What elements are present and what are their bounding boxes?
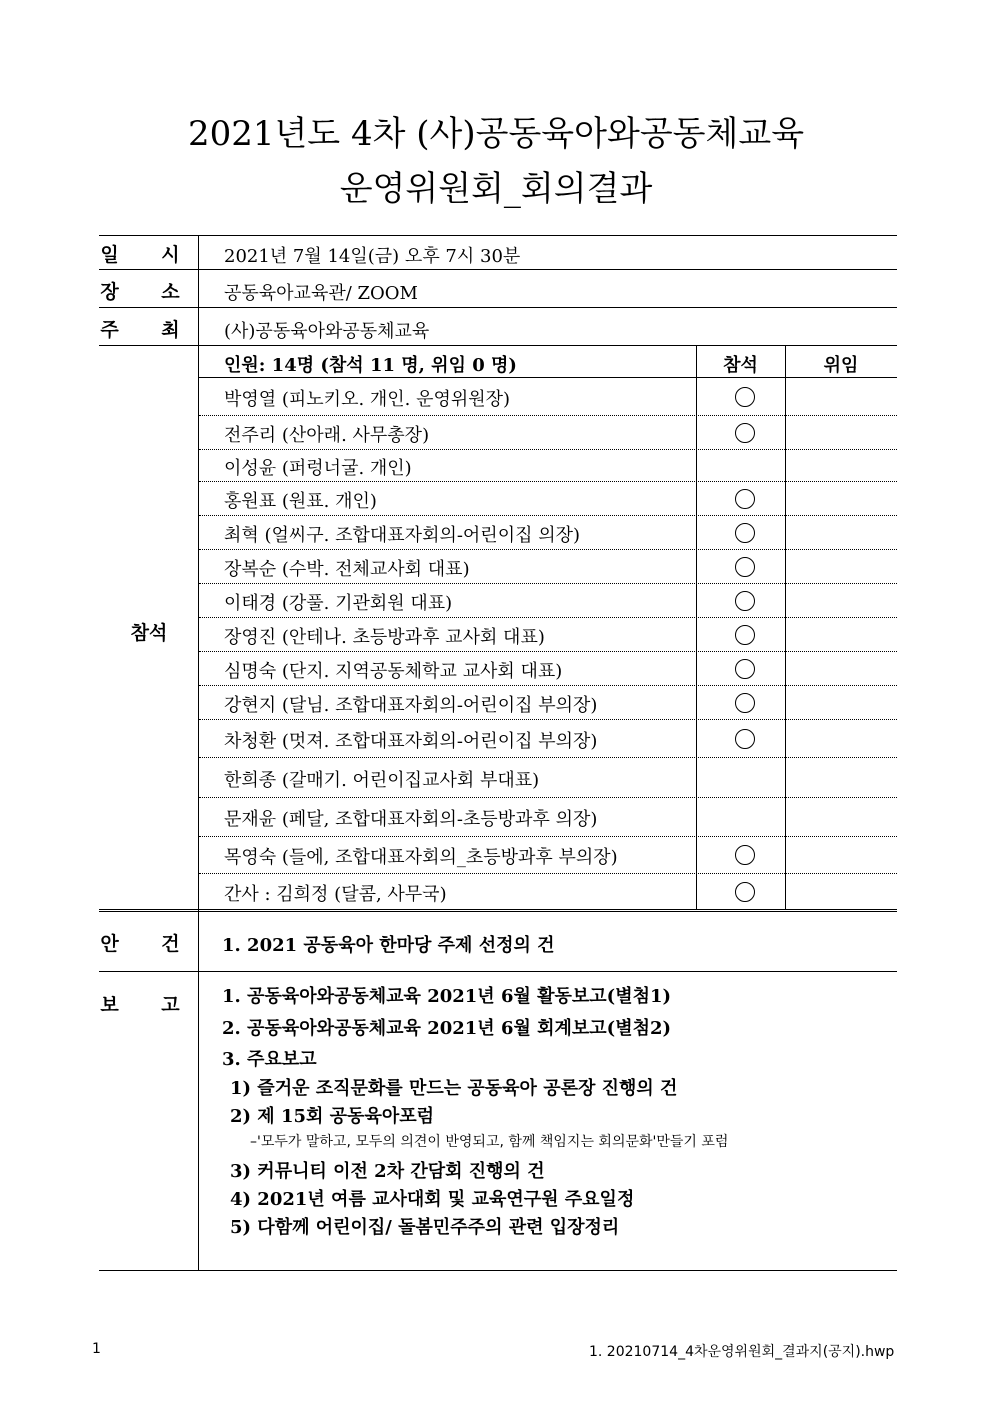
row-divider bbox=[99, 971, 897, 972]
row-divider bbox=[99, 269, 897, 270]
attendee-name: 장영진 (안테나. 초등방과후 교사회 대표) bbox=[224, 626, 545, 648]
row-divider bbox=[199, 836, 897, 837]
attended-circle-mark bbox=[735, 659, 755, 679]
date-label: 일 시 bbox=[100, 244, 198, 266]
row-divider bbox=[199, 757, 897, 758]
attended-circle-mark bbox=[735, 729, 755, 749]
host-value: (사)공동육아와공동체교육 bbox=[224, 321, 430, 342]
agenda-label: 안 건 bbox=[100, 933, 198, 955]
row-divider bbox=[199, 515, 897, 516]
attendee-name: 박영열 (피노키오. 개인. 운영위원장) bbox=[224, 388, 511, 410]
attended-circle-mark bbox=[735, 591, 755, 611]
attendee-name: 목영숙 (들에, 조합대표자회의_초등방과후 부의장) bbox=[224, 847, 618, 868]
attendee-name: 홍원표 (원표. 개인) bbox=[224, 490, 377, 512]
agenda-item: 1. 2021 공동육아 한마당 주제 선정의 건 bbox=[222, 935, 555, 956]
attendee-name: 강현지 (달님. 조합대표자회의-어린이집 부의장) bbox=[224, 694, 598, 716]
attendee-name: 전주리 (산아래. 사무총장) bbox=[224, 424, 430, 446]
attendee-name: 문재윤 (페달, 조합대표자회의-초등방과후 의장) bbox=[224, 809, 598, 830]
attendee-name: 차청환 (멋져. 조합대표자회의-어린이집 부의장) bbox=[224, 730, 598, 752]
attendee-name: 한희종 (갈매기. 어린이집교사회 부대표) bbox=[224, 769, 540, 791]
attended-circle-mark bbox=[735, 523, 755, 543]
place-value: 공동육아교육관/ ZOOM bbox=[224, 283, 418, 304]
attended-circle-mark bbox=[735, 387, 755, 407]
label-column-border bbox=[198, 235, 199, 1270]
row-divider bbox=[199, 651, 897, 652]
attended-circle-mark bbox=[735, 693, 755, 713]
report-label: 보 고 bbox=[100, 994, 198, 1016]
report-sub-4: 4) 2021년 여름 교사대회 및 교육연구원 주요일정 bbox=[230, 1189, 635, 1210]
proxy-column-header: 위임 bbox=[823, 355, 859, 376]
row-divider bbox=[199, 449, 897, 450]
row-divider bbox=[199, 549, 897, 550]
report-item-3: 3. 주요보고 bbox=[222, 1049, 317, 1070]
report-sub-2-note: –'모두가 말하고, 모두의 의견이 반영되고, 함께 책임지는 회의문화'만들기 포럼 bbox=[250, 1134, 729, 1150]
attended-circle-mark bbox=[735, 423, 755, 443]
file-name: 1. 20210714_4차운영위원회_결과지(공지).hwp bbox=[589, 1344, 895, 1360]
attendee-name: 이성윤 (퍼렁너굴. 개인) bbox=[224, 457, 412, 479]
row-divider bbox=[199, 377, 897, 378]
attendee-name: 심명숙 (단지. 지역공동체학교 교사회 대표) bbox=[224, 660, 563, 682]
proxy-column-border bbox=[785, 345, 786, 910]
attended-circle-mark bbox=[735, 489, 755, 509]
row-divider bbox=[199, 873, 897, 874]
row-divider bbox=[199, 415, 897, 416]
attendance-section-label: 참석 bbox=[130, 622, 168, 644]
row-divider bbox=[99, 345, 897, 346]
attend-column-header: 참석 bbox=[723, 355, 758, 376]
report-item-1: 1. 공동육아와공동체교육 2021년 6월 활동보고(별첨1) bbox=[222, 986, 672, 1007]
attended-circle-mark bbox=[735, 845, 755, 865]
attendee-name: 장복순 (수박. 전체교사회 대표) bbox=[224, 558, 470, 580]
report-sub-3: 3) 커뮤니티 이전 2차 간담회 진행의 건 bbox=[230, 1161, 545, 1182]
place-label: 장 소 bbox=[100, 281, 198, 303]
report-sub-5: 5) 다함께 어린이집/ 돌봄민주주의 관련 입장정리 bbox=[230, 1217, 620, 1238]
attendee-name: 최혁 (얼씨구. 조합대표자회의-어린이집 의장) bbox=[224, 524, 580, 546]
attendee-name: 이태경 (강풀. 기관회원 대표) bbox=[224, 592, 453, 614]
attendance-summary: 인원: 14명 (참석 11 명, 위임 0 명) bbox=[224, 355, 517, 376]
report-item-2: 2. 공동육아와공동체교육 2021년 6월 회계보고(별첨2) bbox=[222, 1018, 672, 1039]
row-divider bbox=[199, 481, 897, 482]
attended-circle-mark bbox=[735, 557, 755, 577]
row-divider bbox=[99, 307, 897, 308]
attend-column-border bbox=[696, 345, 697, 910]
host-label: 주 최 bbox=[100, 319, 198, 341]
table-bottom-border bbox=[99, 1270, 897, 1271]
attended-circle-mark bbox=[735, 625, 755, 645]
section-separator bbox=[99, 909, 897, 912]
row-divider bbox=[199, 797, 897, 798]
attendee-name: 간사 : 김희정 (달콤, 사무국) bbox=[224, 883, 447, 905]
report-sub-2: 2) 제 15회 공동육아포럼 bbox=[230, 1106, 434, 1127]
table-top-border bbox=[99, 235, 897, 236]
document-title-line2: 운영위원회_회의결과 bbox=[339, 169, 653, 209]
attended-circle-mark bbox=[735, 882, 755, 902]
date-value: 2021년 7월 14일(금) 오후 7시 30분 bbox=[224, 246, 521, 267]
report-sub-1: 1) 즐거운 조직문화를 만드는 공동육아 공론장 진행의 건 bbox=[230, 1078, 678, 1099]
row-divider bbox=[199, 719, 897, 720]
document-title-line1: 2021년도 4차 (사)공동육아와공동체교육 bbox=[187, 114, 805, 154]
row-divider bbox=[199, 617, 897, 618]
row-divider bbox=[199, 685, 897, 686]
row-divider bbox=[199, 583, 897, 584]
page-number: 1 bbox=[92, 1341, 101, 1357]
